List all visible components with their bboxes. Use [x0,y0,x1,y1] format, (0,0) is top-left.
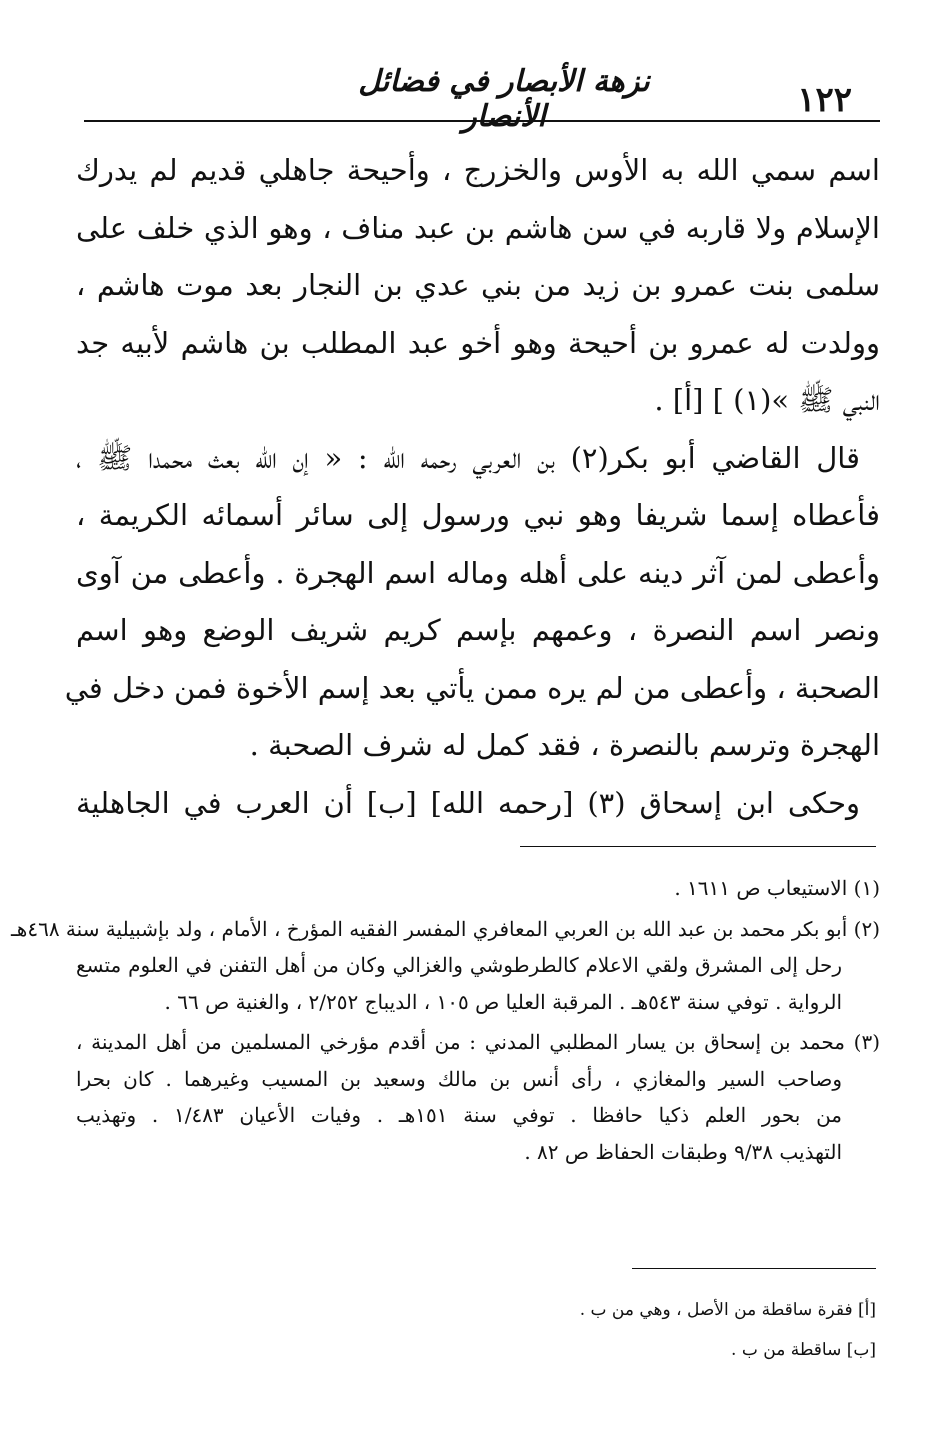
text-line: قال القاضي أبو بكر(٢) بن العربي رحمه الله : « إن الله بعث محمدا ﷺ ، [76,440,860,475]
text-line: النبي ﷺ »(١) ] [أ] . [654,383,880,417]
text-line: الإسلام ولا قاربه في سن هاشم بن عبد مناف ، وهو الذي خلف على [76,210,880,245]
paragraph-2 [64,430,880,775]
paragraph-1 [76,142,880,430]
footnote-line: (١) الاستيعاب ص ١٦١١ . [674,876,880,900]
editor-note-b: [ب] ساقطة من ب . [731,1340,876,1360]
footnote-line: (٣) محمد بن إسحاق بن يسار المطلبي المدني : من أقدم مؤرخي المسلمين من أهل المدينة ، [76,1030,880,1054]
editor-notes [400,1290,876,1370]
page-number: ١٢٢ [797,80,852,120]
text-line: وحكى ابن إسحاق (٣) [رحمه الله] [ب] أن العرب في الجاهلية [76,785,860,820]
text-line: اسم سمي الله به الأوس والخزرج ، وأحيحة جاهلي قديم لم يدرك [76,153,880,187]
text-line: الصحبة ، وأعطى من لم يره ممن يأتي بعد إسم الأخوة فمن دخل في [64,670,880,705]
text-line: وأعطى لمن آثر دينه على أهله وماله اسم الهجرة . وأعطى من آوى [76,555,880,590]
text-line: فأعطاه إسما شريفا وهو نبي ورسول إلى سائر أسمائه الكريمة ، [76,498,880,532]
footnote-line: من بحور العلم ذكيا حافظا . توفي سنة ١٥١هـ . وفيات الأعيان ١/٤٨٣ . وتهذيب [76,1103,843,1127]
editor-note-a: [أ] فقرة ساقطة من الأصل ، وهي من ب . [579,1300,876,1320]
text-line: ونصر اسم النصرة ، وعمهم بإسم كريم شريف الوضع وهو اسم [76,613,880,647]
footnote-line: وصاحب السير والمغازي ، رأى أنس بن مالك وسعيد بن المسيب وغيرهما . كان بحرا [76,1066,842,1091]
header-rule [84,120,880,122]
footnote-line: الرواية . توفي سنة ٥٤٣هـ . المرقبة العليا ص ١٠٥ ، الديباج ٢/٢٥٢ ، والغنية ص ٦٦ . [164,989,842,1014]
text-line: سلمى بنت عمرو بن زيد من بني عدي بن النجار بعد موت هاشم ، [76,268,880,302]
footnote-separator [520,846,876,847]
text-line: وولدت له عمرو بن أحيحة وهو أخو عبد المطلب بن هاشم لأبيه جد [76,325,880,360]
main-text [64,142,880,832]
footnote-2 [10,911,880,1021]
footnote-1 [76,870,880,907]
editor-notes-separator [632,1268,876,1269]
footnote-3 [76,1024,880,1170]
footnotes [10,870,880,1174]
page-header [84,58,880,134]
footnote-line: رحل إلى المشرق ولقي الاعلام كالطرطوشي والغزالي وكان من أهل التفنن في العلوم متسع [76,953,842,977]
footnote-line: (٢) أبو بكر محمد بن عبد الله بن العربي المعافري المفسر الفقيه المؤرخ ، الأمام ، ولد بإشبيلية سنة ٤٦٨هـ [10,916,880,941]
paragraph-3 [76,775,880,833]
book-title: نزهة الأبصار في فضائل الأنصار [358,64,650,134]
footnote-line: التهذيب ٩/٣٨ وطبقات الحفاظ ص ٨٢ . [524,1139,842,1164]
text-line: الهجرة وترسم بالنصرة ، فقد كمل له شرف الصحبة . [249,728,880,762]
